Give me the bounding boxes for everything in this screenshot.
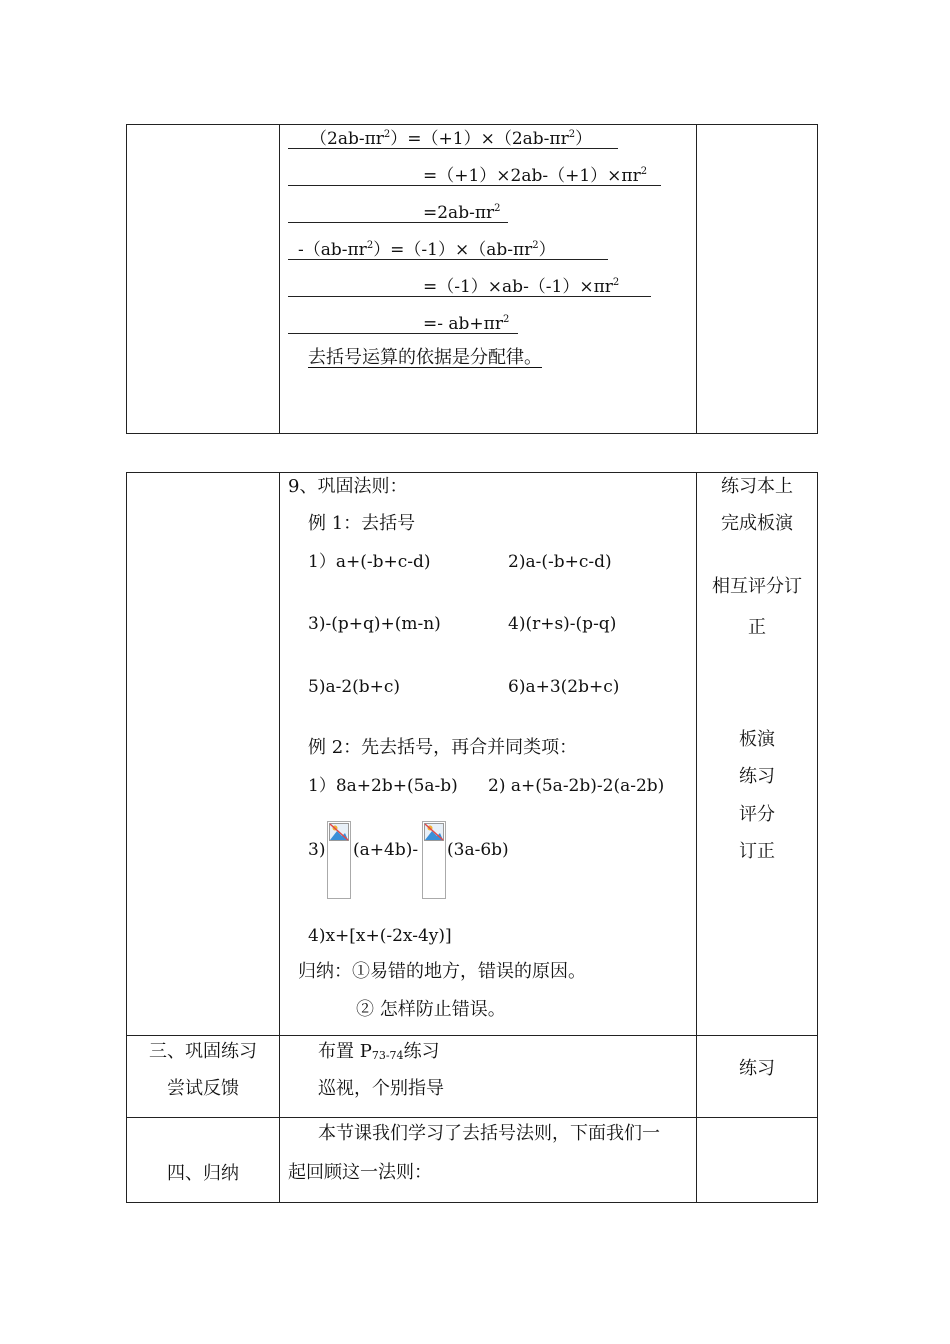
underline [288, 148, 618, 149]
note-4: 正 [748, 617, 766, 638]
exercise-2: 2)a-(-b+c-d) [508, 552, 612, 572]
example2-item-1: 1）8a+2b+(5a-b) [308, 776, 458, 796]
example2-item-3-part1: (a+4b)- [353, 840, 419, 860]
image-icon [424, 823, 444, 841]
example2-item-3-part2: (3a-6b) [447, 840, 509, 860]
row2-right-cell [697, 1036, 818, 1118]
row1-middle-cell [280, 473, 697, 1036]
note-1: 练习本上 [721, 476, 793, 497]
row2-left-cell [127, 1036, 280, 1118]
note-8: 订正 [739, 841, 775, 862]
section-title-practice: 三、巩固练习 [149, 1041, 257, 1062]
summary-line-1: 归纳：①易错的地方，错误的原因。 [298, 961, 586, 982]
table1-left-cell [127, 125, 280, 434]
table1-right-cell [697, 125, 818, 434]
underline [288, 333, 518, 334]
row1-right-cell [697, 473, 818, 1036]
note-5: 板演 [739, 729, 775, 750]
practice-note: 练习 [739, 1058, 775, 1079]
table-derivation [126, 124, 818, 434]
derivation-line-6: =- $ab+\pi r^2$ [423, 314, 510, 334]
exercise-3: 3)-(p+q)+(m-n) [308, 614, 441, 634]
summary-paragraph-line-2: 起回顾这一法则： [288, 1162, 432, 1183]
example1-title: 例 1：去括号 [308, 513, 416, 534]
derivation-line-1: $(2ab-\pi r^2)=(+1)\times(2ab-\pi r^2)$ [310, 129, 593, 149]
table1-middle-cell [280, 125, 697, 434]
image-icon [329, 823, 349, 841]
note-7: 评分 [739, 804, 775, 825]
row1-left-cell [127, 473, 280, 1036]
summary-line-2: ② 怎样防止错误。 [356, 999, 506, 1020]
note-6: 练习 [739, 766, 775, 787]
exercise-4: 4)(r+s)-(p-q) [508, 614, 617, 634]
broken-image-icon [327, 821, 351, 899]
row3-middle-cell [280, 1118, 697, 1203]
exercise-5: 5)a-2(b+c) [308, 677, 401, 697]
example2-item-3-number: 3) [308, 840, 326, 860]
broken-image-icon [422, 821, 446, 899]
example2-title: 例 2：先去括号，再合并同类项： [308, 737, 578, 758]
example2-item-4: 4)x+[x+(-2x-4y)] [308, 926, 452, 946]
summary-paragraph-line-1: 本节课我们学习了去括号法则，下面我们一 [318, 1123, 660, 1144]
note-3: 相互评分订 [712, 576, 802, 597]
example2-item-2: 2) a+(5a-2b)-2(a-2b) [488, 776, 665, 796]
row3-left-cell [127, 1118, 280, 1203]
underline [288, 185, 661, 186]
guidance-text: 巡视，个别指导 [318, 1078, 444, 1099]
exercise-1: 1）a+(-b+c-d) [308, 552, 431, 572]
note-2: 完成板演 [721, 513, 793, 534]
section-subtitle-feedback: 尝试反馈 [167, 1078, 239, 1099]
derivation-line-5: $=(-1)\times ab-(-1)\times\pi r^2$ [423, 277, 620, 297]
underline [288, 296, 651, 297]
table-lesson [126, 472, 818, 1203]
derivation-line-3: $=2ab-\pi r^2$ [423, 203, 501, 223]
conclusion-text: 去括号运算的依据是分配律。 [308, 347, 542, 368]
exercise-6: 6)a+3(2b+c) [508, 677, 620, 697]
section-heading: 9、巩固法则： [288, 476, 408, 497]
derivation-line-4: $-(ab-\pi r^2)=(-1)\times(ab-\pi r^2)$ [298, 240, 556, 260]
derivation-line-2: $=(+1)\times 2ab-(+1)\times\pi r^2$ [423, 166, 648, 186]
row3-right-cell [697, 1118, 818, 1203]
underline [288, 259, 608, 260]
section-title-summary: 四、归纳 [167, 1163, 239, 1184]
assignment-text: 布置 $P_{73-74}$练习 [318, 1041, 440, 1062]
underline [288, 222, 508, 223]
row2-middle-cell [280, 1036, 697, 1118]
